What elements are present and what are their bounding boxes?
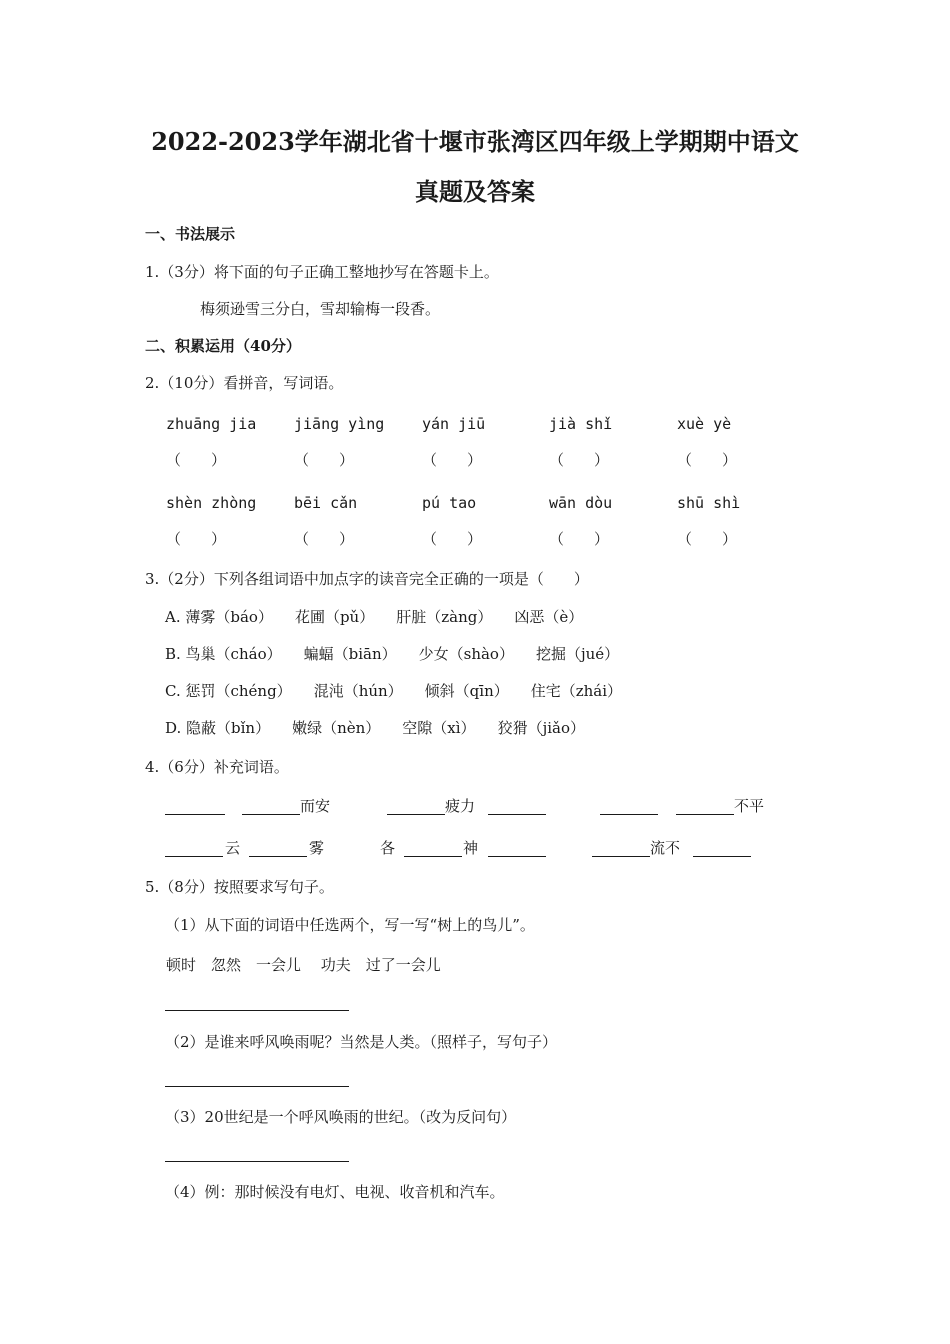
word-fragment: 雾: [309, 839, 325, 857]
fill-blank: [600, 796, 658, 815]
option-d-item: 空隙（xì）: [402, 719, 476, 737]
fill-blank: [165, 838, 223, 857]
fill-blank: [693, 838, 751, 857]
word-fragment: 流不: [650, 839, 681, 857]
option-a-item: 花圃（pǔ）: [294, 608, 375, 626]
answer-paren: （ ）: [166, 530, 227, 548]
answer-line: [165, 1010, 349, 1011]
pinyin-9: wān dòu: [549, 494, 613, 512]
fill-blank: [242, 796, 300, 815]
pinyin-3: yán jiū: [422, 415, 486, 433]
option-a-item: 肝脏（zàng）: [396, 608, 493, 626]
fill-blank: [676, 796, 734, 815]
word-fragment: 云: [225, 839, 241, 857]
answer-paren: （ ）: [549, 451, 610, 469]
option-b-item: 蝙蝠（biān）: [303, 645, 397, 663]
word-fragment: 而安: [300, 797, 331, 815]
pinyin-8: pú tao: [422, 494, 477, 512]
fill-blank: [249, 838, 307, 857]
question-1-text: 梅须逊雪三分白，雪却输梅一段香。: [200, 300, 441, 318]
answer-paren: （ ）: [549, 530, 610, 548]
pinyin-10: shū shì: [677, 494, 741, 512]
option-d-item: 嫩绿（nèn）: [292, 719, 381, 737]
answer-paren: （ ）: [166, 451, 227, 469]
option-d-item: D. 隐蔽（bǐn）: [165, 719, 271, 737]
document-title-line2: 真题及答案: [415, 177, 535, 206]
option-b-item: B. 鸟巢（cháo）: [165, 645, 282, 663]
pinyin-5: xuè yè: [677, 415, 732, 433]
option-a: [165, 607, 605, 627]
pinyin-4: jià shǐ: [549, 415, 613, 433]
answer-line: [165, 1161, 349, 1162]
question-5-word-list: 顿时 忽然 一会儿 功夫 过了一会儿: [166, 956, 441, 974]
option-b: [165, 644, 641, 664]
option-c-item: 住宅（zhái）: [530, 682, 623, 700]
answer-paren: （ ）: [294, 451, 355, 469]
fill-blank: [165, 796, 225, 815]
question-5-sub4: （4）例：那时候没有电灯、电视、收音机和汽车。: [165, 1183, 505, 1201]
fill-blank: [592, 838, 650, 857]
question-4: 4.（6分）补充词语。: [145, 758, 289, 776]
fill-blank: [488, 796, 546, 815]
answer-paren: （ ）: [294, 530, 355, 548]
pinyin-6: shèn zhòng: [166, 494, 257, 512]
answer-paren: （ ）: [422, 451, 483, 469]
question-5-sub3: （3）20世纪是一个呼风唤雨的世纪。（改为反问句）: [165, 1108, 517, 1126]
question-2: 2.（10分）看拼音，写词语。: [145, 374, 344, 392]
fill-blank: [488, 838, 546, 857]
question-5: 5.（8分）按照要求写句子。: [145, 878, 334, 896]
option-a-item: 凶恶（è）: [514, 608, 584, 626]
word-fragment: 不平: [734, 797, 765, 815]
option-c-item: 倾斜（qīn）: [424, 682, 509, 700]
option-d-item: 狡猾（jiǎo）: [497, 719, 585, 737]
option-d: [165, 718, 607, 738]
fill-blank: [404, 838, 462, 857]
answer-line: [165, 1086, 349, 1087]
option-b-item: 少女（shào）: [418, 645, 514, 663]
section2-heading: 二、积累运用（40分）: [145, 337, 301, 355]
section1-heading: 一、书法展示: [145, 225, 236, 243]
option-a-item: A. 薄雾（báo）: [165, 608, 273, 626]
option-b-item: 挖掘（jué）: [535, 645, 620, 663]
question-3: 3.（2分）下列各组词语中加点字的读音完全正确的一项是（ ）: [145, 570, 589, 588]
question-5-sub2: （2）是谁来呼风唤雨呢？当然是人类。（照样子，写句子）: [165, 1033, 558, 1051]
word-fragment: 疲力: [445, 797, 476, 815]
question-1: 1.（3分）将下面的句子正确工整地抄写在答题卡上。: [145, 263, 499, 281]
pinyin-2: jiāng yìng: [294, 415, 385, 433]
fill-blank: [387, 796, 445, 815]
document-title-line1: 2022-2023学年湖北省十堰市张湾区四年级上学期期中语文: [151, 127, 799, 156]
answer-paren: （ ）: [422, 530, 483, 548]
option-c-item: C. 惩罚（chéng）: [165, 682, 292, 700]
answer-paren: （ ）: [677, 530, 738, 548]
answer-paren: （ ）: [677, 451, 738, 469]
question-5-sub1: （1）从下面的词语中任选两个，写一写“树上的鸟儿”。: [165, 916, 535, 934]
pinyin-7: bēi cǎn: [294, 494, 358, 512]
pinyin-1: zhuāng jia: [166, 415, 257, 433]
word-fragment: 神: [463, 839, 479, 857]
option-c-item: 混沌（hún）: [313, 682, 403, 700]
option-c: [165, 681, 644, 701]
word-fragment: 各: [380, 839, 396, 857]
